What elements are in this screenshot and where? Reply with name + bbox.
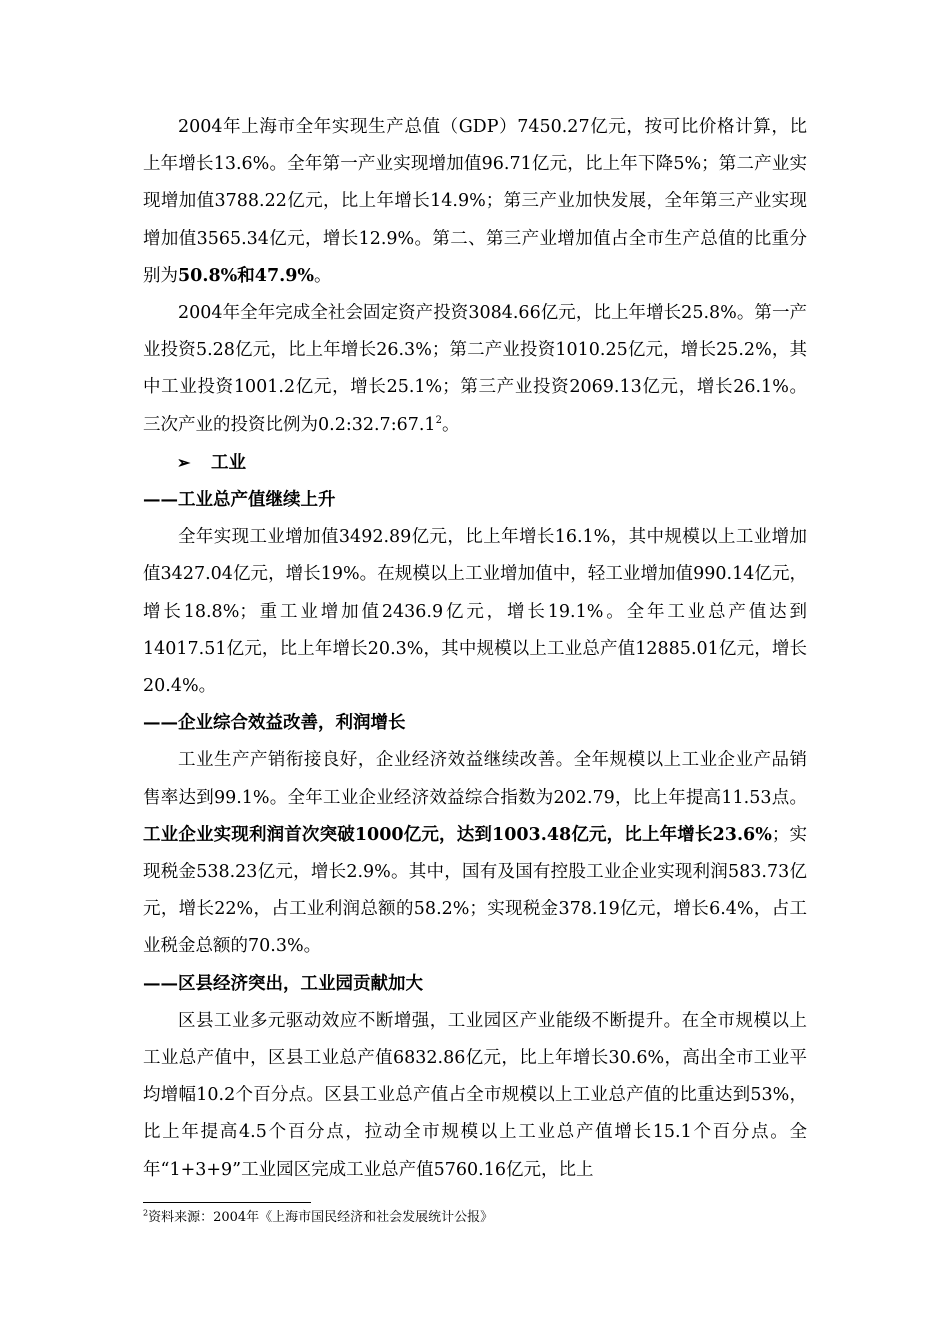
paragraph-enterprise-profit bbox=[143, 742, 807, 965]
paragraph-text: 2004年全年完成全社会固定资产投资3084.66亿元，比上年增长25.8%。第一产业投资5.28亿元，比上年增长26.3%；第二产业投资1010.25亿元，增长25.2%，其中工业投资1001.2亿元，增长25.1%；第三产业投资2069.13亿元，增长26.1%。三次产业的投资比例为0.2:32.7:67.1 bbox=[143, 303, 807, 435]
paragraph-text: ；实现税金538.23亿元，增长2.9%。其中，国有及国有控股工业企业实现利润583.73亿元，增长22%，占工业利润总额的58.2%；实现税金378.19亿元，增长6.4%，占工业税金总额的70.3%。 bbox=[143, 824, 808, 957]
paragraph-text: 。 bbox=[314, 265, 332, 286]
bold-connector: 和 bbox=[237, 265, 255, 286]
footnote bbox=[143, 1208, 807, 1228]
paragraph-gdp bbox=[143, 109, 807, 295]
paragraph-industry-output: 全年实现工业增加值3492.89亿元，比上年增长16.1%，其中规模以上工业增加值3427.04亿元，增长19%。在规模以上工业增加值中，轻工业增加值990.14亿元，增长18.8%；重工业增加值2436.9亿元，增长19.1%。全年工业总产值达到14017.51亿元，比上年增长20.3%，其中规模以上工业总产值12885.01亿元，增长20.4%。 bbox=[143, 527, 807, 697]
paragraph-text: 工业生产产销衔接良好，企业经济效益继续改善。全年规模以上工业企业产品销售率达到99.1%。全年工业企业经济效益综合指数为202.79，比上年提高11.53点。 bbox=[143, 750, 807, 808]
subheading: ——区县经济突出，工业园贡献加大 bbox=[143, 973, 423, 994]
footnote-text: 资料来源：2004年《上海市国民经济和社会发展统计公报》 bbox=[148, 1210, 494, 1225]
arrow-bullet-icon: ➢ bbox=[177, 452, 191, 472]
paragraph-district-economy: 区县工业多元驱动效应不断增强，工业园区产业能级不断提升。在全市规模以上工业总产值中，区县工业总产值6832.86亿元，比上年增长30.6%，高出全市工业平均增幅10.2个百分点。区县工业总产值占全市规模以上工业总产值的比重达到53%，比上年提高4.5个百分点，拉动全市规模以上工业总产值增长15.1个百分点。全年“1+3+9”工业园区完成工业总产值5760.16亿元，比上 bbox=[143, 1010, 807, 1180]
paragraph-investment bbox=[143, 295, 807, 444]
subheading: ——企业综合效益改善，利润增长 bbox=[143, 713, 406, 734]
paragraph-text: 。 bbox=[441, 414, 460, 435]
footnote-divider bbox=[143, 1202, 311, 1203]
footnote-ref[interactable]: 2 bbox=[435, 414, 442, 426]
bold-text: 工业企业实现利润首次突破1000亿元，达到1003.48亿元，比上年增长23.6% bbox=[143, 824, 772, 845]
section-title-text: 工业 bbox=[211, 452, 246, 473]
footnote-number: 2 bbox=[143, 1208, 149, 1218]
paragraph-text: 2004年上海市全年实现生产总值（GDP）7450.27亿元，按可比价格计算，比上年增长13.6%。全年第一产业实现增加值96.71亿元，比上年下降5%；第二产业实现增加值3788.22亿元，比上年增长14.9%；第三产业加快发展，全年第三产业实现增加值3565.34亿元，增长12.9%。第二、第三产业增加值占全市生产总值的比重分别为 bbox=[143, 117, 807, 286]
subheading: ——工业总产值继续上升 bbox=[143, 490, 336, 511]
bold-value: 47.9% bbox=[254, 265, 315, 286]
section-title bbox=[143, 444, 807, 482]
bold-value: 50.8% bbox=[178, 265, 238, 286]
document-body bbox=[143, 109, 807, 1189]
